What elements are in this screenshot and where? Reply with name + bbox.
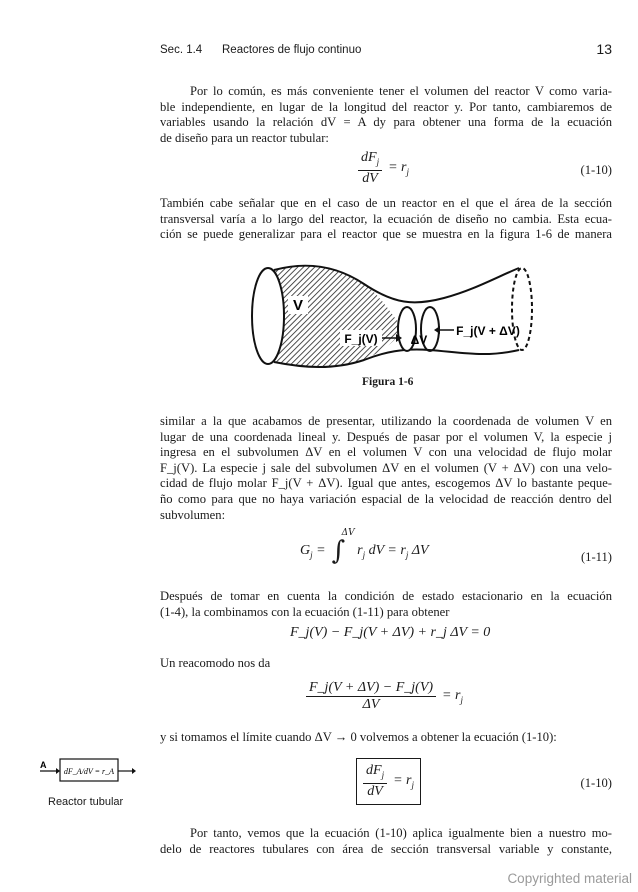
paragraph-line: F_j(V). La especie j sale del subvolumen ΔV en el volumen (V + ΔV) con una velo- [160,460,612,475]
figure-label-dv: ΔV [410,333,428,347]
figure-reactor-diagram [244,258,544,376]
equation-balance: F_j(V) − F_j(V + ΔV) + r_j ΔV = 0 [290,625,491,640]
paragraph-line: de diseño para un reactor tubular: [160,130,329,145]
sidebar-in-label: A [40,760,47,770]
paragraph-2 [160,196,612,243]
paragraph-line: ingresa en el subvolumen ΔV en el volumen V con una velocidad de flujo molar [160,445,612,460]
paragraph-line: similar a la que acabamos de presentar, utilizando la coordenada de volumen V en [160,414,612,428]
paragraph-line: variables usando la relación dV = A dy para obtener una forma de la ecuación [160,115,612,130]
paragraph-line: ción se puede generalizar para el reactor que se muestra en la figura 1-6 de manera [160,227,612,242]
paragraph-6: y si tomamos el límite cuando ΔV → 0 volvemos a obtener la ecuación (1-10): [160,730,557,744]
running-header-section: Sec. 1.4 [160,44,203,56]
equation-1-10-boxed: $\frac{dF_j}{dV}$ = $r_j$ [356,758,421,805]
paragraph-1 [160,84,612,146]
page-number: 13 [596,41,612,57]
figure-caption: Figura 1-6 [362,376,414,388]
paragraph-4 [160,589,612,620]
sidebar-box-equation: dF_A/dV = r_A [63,767,115,776]
paragraph-7 [160,826,612,857]
paragraph-line: Por lo común, es más conveniente tener el volumen del reactor V como varia- [190,84,612,98]
running-header-title: Reactores de flujo continuo [222,44,362,56]
equation-1-10: $\frac{dF_j}{dV}$ = $r_j$ [358,150,409,187]
equation-number: (1-10) [580,163,612,177]
sidebar-tubular-reactor-diagram [38,756,138,782]
paragraph-line: transversal varía a lo largo del reactor, la ecuación de diseño no cambia. Esta ecua- [160,211,612,226]
paragraph-5: Un reacomodo nos da [160,656,271,670]
figure-label-v: V [292,297,304,314]
paragraph-3 [160,414,612,523]
inlet-ellipse [252,268,284,364]
paragraph-line: delo de reactores tubulares con área de sección transversal variable y constante, [160,841,612,856]
paragraph-line: También cabe señalar que en el caso de un reactor en el que el área de la sección [160,196,612,210]
paragraph-line: ño como para que no haya variación espacial de la velocidad de reacción dentro del [160,491,612,506]
paragraph-line: cidad de flujo molar F_j(V + ΔV). Igual que antes, escogemos ΔV lo bastante peque- [160,476,612,491]
arrow-out-head [434,326,440,334]
equation-rearranged: $\frac{F\_j(V + \Delta V) - F\_j(V)}{\Delta V}$ = $r_j$ [306,680,463,713]
paragraph-line: (1-4), la combinamos con la ecuación (1-11) para obtener [160,604,450,619]
equation-1-11: $G_j$ = ∫ ΔV $r_j$ dV = $r_j$ ΔV [300,528,429,566]
equation-number: (1-10) [580,776,612,790]
sidebar-out-arrow-head [132,768,136,774]
sidebar-caption: Reactor tubular [48,796,124,808]
figure-label-fvdv: F_j(V + ΔV) [456,324,520,338]
figure-label-fv: F_j(V) [344,332,378,346]
equation-number: (1-11) [580,550,612,564]
paragraph-line: ble independiente, en lugar de la longitud del reactor y. Por tanto, cambiaremos de [160,99,612,114]
paragraph-line: subvolumen: [160,507,226,522]
copyright-watermark: Copyrighted material [507,871,632,886]
paragraph-line: Después de tomar en cuenta la condición de estado estacionario en la ecuación [160,589,612,603]
paragraph-line: lugar de una coordenada lineal y. Después de pasar por el volumen V, la especie j [160,429,612,444]
paragraph-line: Por tanto, vemos que la ecuación (1-10) aplica igualmente bien a nuestro mo- [190,826,612,840]
